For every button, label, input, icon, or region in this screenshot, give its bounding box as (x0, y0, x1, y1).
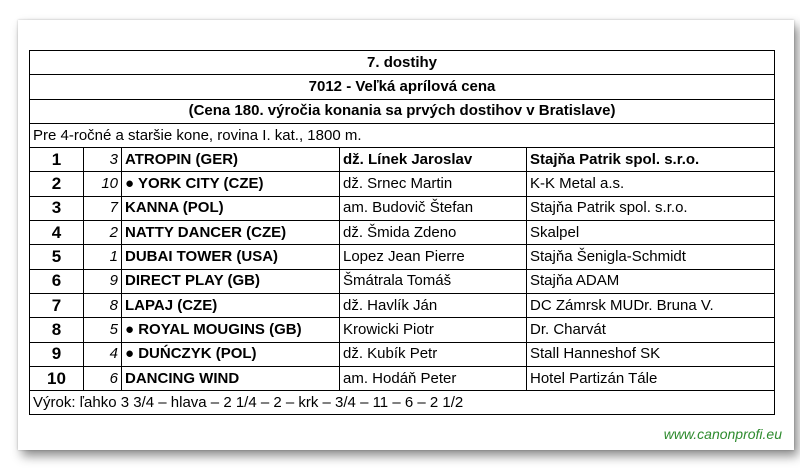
jockey-cell: dž. Kubík Petr (340, 342, 527, 366)
place-cell: 8 (30, 318, 84, 342)
owner-cell: Stajňa Patrik spol. s.r.o. (527, 196, 775, 220)
race-subtitle: (Cena 180. výročia konania sa prvých dostihov v Bratislave) (30, 99, 775, 123)
jockey-cell: dž. Šmida Zdeno (340, 221, 527, 245)
result-row (30, 245, 775, 269)
result-row (30, 148, 775, 172)
jockey-cell: am. Budovič Štefan (340, 196, 527, 220)
result-row (30, 318, 775, 342)
owner-cell: DC Zámrsk MUDr. Bruna V. (527, 293, 775, 317)
place-cell: 4 (30, 221, 84, 245)
place-cell: 5 (30, 245, 84, 269)
jockey-cell: dž. Srnec Martin (340, 172, 527, 196)
start-number-cell: 10 (84, 172, 122, 196)
jockey-cell: Krowicki Piotr (340, 318, 527, 342)
race-conditions: Pre 4-ročné a staršie kone, rovina I. kat., 1800 m. (30, 123, 775, 147)
owner-cell: Hotel Partizán Tále (527, 366, 775, 390)
start-number-cell: 4 (84, 342, 122, 366)
owner-cell: Stajňa ADAM (527, 269, 775, 293)
owner-cell: Stall Hanneshof SK (527, 342, 775, 366)
result-row (30, 366, 775, 390)
result-row (30, 221, 775, 245)
result-row (30, 293, 775, 317)
start-number-cell: 8 (84, 293, 122, 317)
result-row (30, 172, 775, 196)
results-card (18, 20, 794, 450)
race-conditions-row (30, 123, 775, 147)
verdict-row (30, 391, 775, 415)
result-row (30, 196, 775, 220)
horse-name-cell: ATROPIN (GER) (122, 148, 340, 172)
race-verdict: Výrok: ľahko 3 3/4 – hlava – 2 1/4 – 2 – krk – 3/4 – 11 – 6 – 2 1/2 (30, 391, 775, 415)
race-title-row (30, 51, 775, 75)
owner-cell: Stajňa Patrik spol. s.r.o. (527, 148, 775, 172)
start-number-cell: 9 (84, 269, 122, 293)
watermark-text: www.canonprofi.eu (663, 426, 782, 442)
jockey-cell: dž. Línek Jaroslav (340, 148, 527, 172)
race-name-row (30, 75, 775, 99)
horse-name-cell: ● YORK CITY (CZE) (122, 172, 340, 196)
jockey-cell: am. Hodáň Peter (340, 366, 527, 390)
start-number-cell: 2 (84, 221, 122, 245)
owner-cell: Skalpel (527, 221, 775, 245)
result-row (30, 342, 775, 366)
horse-name-cell: DUBAI TOWER (USA) (122, 245, 340, 269)
jockey-cell: Šmátrala Tomáš (340, 269, 527, 293)
race-subtitle-row (30, 99, 775, 123)
race-title: 7. dostihy (30, 51, 775, 75)
start-number-cell: 3 (84, 148, 122, 172)
place-cell: 9 (30, 342, 84, 366)
horse-name-cell: ● DUŃCZYK (POL) (122, 342, 340, 366)
owner-cell: K-K Metal a.s. (527, 172, 775, 196)
jockey-cell: Lopez Jean Pierre (340, 245, 527, 269)
horse-name-cell: ● ROYAL MOUGINS (GB) (122, 318, 340, 342)
horse-name-cell: LAPAJ (CZE) (122, 293, 340, 317)
place-cell: 10 (30, 366, 84, 390)
race-results-table (29, 50, 775, 415)
jockey-cell: dž. Havlík Ján (340, 293, 527, 317)
horse-name-cell: KANNA (POL) (122, 196, 340, 220)
horse-name-cell: DANCING WIND (122, 366, 340, 390)
start-number-cell: 5 (84, 318, 122, 342)
place-cell: 1 (30, 148, 84, 172)
place-cell: 6 (30, 269, 84, 293)
horse-name-cell: DIRECT PLAY (GB) (122, 269, 340, 293)
owner-cell: Dr. Charvát (527, 318, 775, 342)
race-name: 7012 - Veľká aprílová cena (30, 75, 775, 99)
start-number-cell: 6 (84, 366, 122, 390)
owner-cell: Stajňa Šenigla-Schmidt (527, 245, 775, 269)
horse-name-cell: NATTY DANCER (CZE) (122, 221, 340, 245)
start-number-cell: 1 (84, 245, 122, 269)
place-cell: 3 (30, 196, 84, 220)
start-number-cell: 7 (84, 196, 122, 220)
place-cell: 2 (30, 172, 84, 196)
result-row (30, 269, 775, 293)
place-cell: 7 (30, 293, 84, 317)
